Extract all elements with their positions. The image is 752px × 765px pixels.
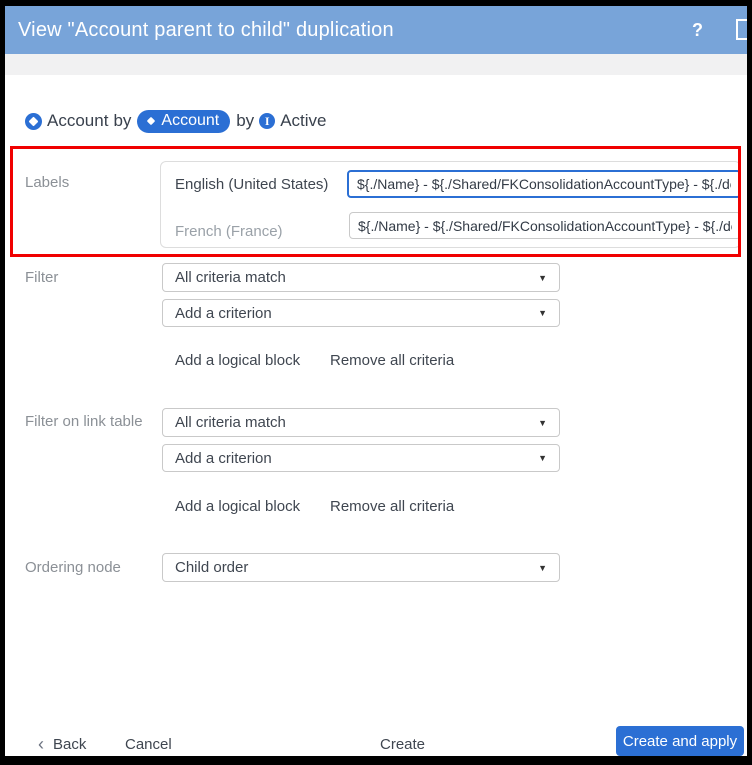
- link-filter-section-label: Filter on link table: [25, 413, 143, 430]
- chevron-down-icon: ▼: [538, 562, 547, 573]
- diamond-icon: [29, 116, 39, 126]
- ordering-node-label: Ordering node: [25, 559, 121, 576]
- filter-add-criterion-select[interactable]: [162, 299, 560, 327]
- breadcrumb-by-word-1: by: [113, 111, 132, 130]
- create-button[interactable]: Create: [380, 736, 426, 753]
- back-button[interactable]: [38, 732, 86, 756]
- info-icon[interactable]: I: [259, 113, 275, 129]
- header-subbar: [5, 54, 747, 75]
- label-pattern-input-english[interactable]: [347, 170, 741, 198]
- filter-section-label: Filter: [25, 269, 59, 286]
- labels-section-label: Labels: [25, 174, 70, 191]
- cancel-button[interactable]: Cancel: [125, 736, 172, 753]
- create-and-apply-button[interactable]: Create and apply: [616, 726, 744, 756]
- dialog-header: [5, 6, 747, 54]
- chevron-down-icon: ▼: [538, 272, 547, 283]
- dialog-window: [5, 6, 747, 756]
- link-filter-match-select[interactable]: [162, 408, 560, 437]
- chevron-left-icon: ‹: [38, 734, 44, 754]
- table-node-icon: [25, 113, 42, 130]
- label-pattern-input-french[interactable]: [349, 212, 741, 239]
- breadcrumb-status-label: Active: [280, 111, 327, 130]
- link-filter-add-criterion-select[interactable]: [162, 444, 560, 472]
- locale-label-french: French (France): [175, 223, 283, 240]
- locale-label-english: English (United States): [175, 176, 329, 193]
- account-table-badge[interactable]: [137, 110, 230, 133]
- filter-remove-all-criteria-button[interactable]: Remove all criteria: [330, 352, 455, 369]
- ordering-node-select[interactable]: [162, 553, 560, 582]
- chevron-down-icon: ▼: [538, 417, 547, 428]
- link-filter-remove-all-criteria-button[interactable]: Remove all criteria: [330, 498, 455, 515]
- link-filter-criterion-value: Add a criterion: [175, 449, 272, 467]
- account-badge-label: Account: [161, 112, 220, 129]
- diamond-icon: [147, 117, 155, 125]
- filter-add-logical-block-button[interactable]: Add a logical block: [175, 352, 301, 369]
- ordering-node-value: Child order: [175, 559, 249, 576]
- clipped-window-icon: [736, 19, 747, 40]
- back-button-label: Back: [53, 735, 87, 753]
- filter-match-select[interactable]: [162, 263, 560, 292]
- breadcrumb: [25, 109, 326, 133]
- link-filter-match-value: All criteria match: [175, 414, 286, 431]
- dialog-title: View "Account parent to child" duplication: [18, 19, 394, 41]
- breadcrumb-by-word-2: by: [236, 111, 255, 130]
- link-filter-add-logical-block-button[interactable]: Add a logical block: [175, 498, 301, 515]
- help-icon[interactable]: ?: [692, 20, 703, 40]
- filter-match-value: All criteria match: [175, 269, 286, 286]
- breadcrumb-source-label: Account: [47, 111, 109, 130]
- chevron-down-icon: ▼: [538, 453, 547, 463]
- filter-criterion-value: Add a criterion: [175, 304, 272, 322]
- chevron-down-icon: ▼: [538, 308, 547, 318]
